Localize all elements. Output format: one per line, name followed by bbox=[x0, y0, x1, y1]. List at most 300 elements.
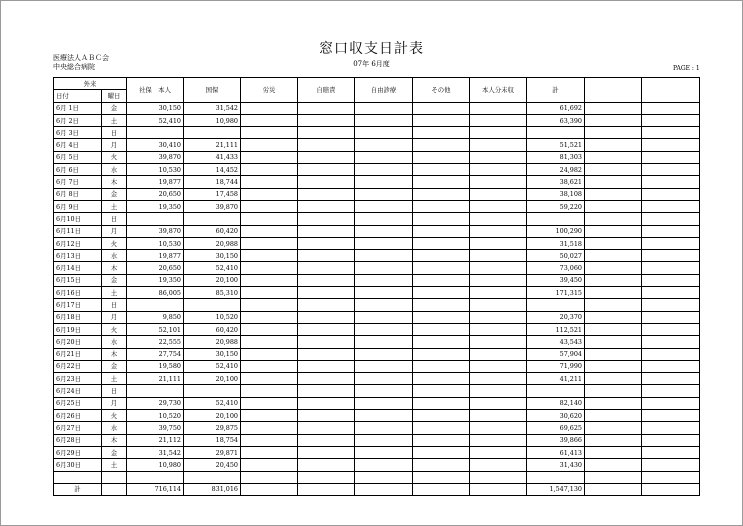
cell-blank-2 bbox=[642, 397, 700, 409]
cell-total: 73,060 bbox=[527, 262, 585, 274]
cell-jibaiseki bbox=[298, 139, 355, 151]
cell-blank-1 bbox=[585, 200, 642, 212]
cell-date: 6月 2日 bbox=[54, 114, 102, 126]
header-kokuho: 国保 bbox=[184, 78, 241, 103]
cell-miseishu bbox=[470, 360, 527, 372]
cell-kokuho: 21,111 bbox=[184, 139, 241, 151]
cell-weekday: 木 bbox=[102, 434, 127, 446]
cell-jibaiseki bbox=[298, 311, 355, 323]
cell-blank-2 bbox=[642, 410, 700, 422]
cell-total: 81,303 bbox=[527, 151, 585, 163]
table-row bbox=[54, 188, 700, 200]
cell-shaho: 86,005 bbox=[127, 287, 184, 299]
cell-jiyu bbox=[355, 114, 413, 126]
cell-miseishu bbox=[470, 385, 527, 397]
cell-jiyu bbox=[355, 348, 413, 360]
cell-blank-2 bbox=[642, 225, 700, 237]
cell-jibaiseki bbox=[298, 459, 355, 471]
header-blank-1 bbox=[585, 78, 642, 103]
cell-blank-1 bbox=[585, 299, 642, 311]
cell-blank-1 bbox=[585, 336, 642, 348]
cell-blank-1 bbox=[585, 385, 642, 397]
cell-shaho: 10,530 bbox=[127, 164, 184, 176]
table-row bbox=[54, 336, 700, 348]
cell-shaho: 39,870 bbox=[127, 225, 184, 237]
cell-jibaiseki bbox=[298, 410, 355, 422]
cell-shaho: 39,870 bbox=[127, 151, 184, 163]
cell-date: 6月10日 bbox=[54, 213, 102, 225]
cell-jiyu bbox=[355, 410, 413, 422]
cell-blank-1 bbox=[585, 434, 642, 446]
cell-rousai bbox=[241, 397, 298, 409]
cell-blank-2 bbox=[642, 360, 700, 372]
table-row bbox=[54, 410, 700, 422]
cell-blank-1 bbox=[585, 397, 642, 409]
cell-jiyu bbox=[355, 102, 413, 114]
cell-jiyu bbox=[355, 459, 413, 471]
cell-shaho: 52,410 bbox=[127, 114, 184, 126]
cell-miseishu bbox=[470, 410, 527, 422]
cell-shaho: 20,650 bbox=[127, 262, 184, 274]
cell-shaho bbox=[127, 299, 184, 311]
cell-kokuho: 29,871 bbox=[184, 446, 241, 458]
cell-miseishu bbox=[470, 164, 527, 176]
cell-jibaiseki bbox=[298, 385, 355, 397]
cell-blank-2 bbox=[642, 164, 700, 176]
cell-shaho: 10,980 bbox=[127, 459, 184, 471]
cell-rousai bbox=[241, 299, 298, 311]
cell-blank-1 bbox=[585, 127, 642, 139]
cell-blank-2 bbox=[642, 311, 700, 323]
cell-date: 6月20日 bbox=[54, 336, 102, 348]
cell-jiyu bbox=[355, 176, 413, 188]
table-row bbox=[54, 213, 700, 225]
table-row bbox=[54, 274, 700, 286]
cell-blank-2 bbox=[642, 446, 700, 458]
cell-shaho bbox=[127, 213, 184, 225]
table-row bbox=[54, 360, 700, 372]
cell-total bbox=[527, 127, 585, 139]
cell-jibaiseki bbox=[298, 114, 355, 126]
cell-sonota bbox=[413, 348, 470, 360]
org-name: 医療法人ＡＢＣ会 bbox=[53, 54, 109, 62]
hospital-name: 中央総合病院 bbox=[53, 63, 95, 71]
header-date: 日付 bbox=[54, 90, 102, 102]
cell-kokuho bbox=[184, 385, 241, 397]
cell-blank-2 bbox=[642, 348, 700, 360]
cell-miseishu bbox=[470, 102, 527, 114]
cell-weekday: 月 bbox=[102, 311, 127, 323]
cell-weekday: 金 bbox=[102, 188, 127, 200]
cell-blank-2 bbox=[642, 274, 700, 286]
cell-weekday: 火 bbox=[102, 151, 127, 163]
cell-blank-2 bbox=[642, 422, 700, 434]
cell-sonota bbox=[413, 360, 470, 372]
cell-shaho: 19,877 bbox=[127, 176, 184, 188]
cell-jibaiseki bbox=[298, 262, 355, 274]
cell-weekday: 月 bbox=[102, 139, 127, 151]
header-jiyu: 自由診療 bbox=[355, 78, 413, 103]
cell-weekday: 日 bbox=[102, 127, 127, 139]
cell-blank-2 bbox=[642, 237, 700, 249]
cell-jiyu bbox=[355, 299, 413, 311]
cell-jibaiseki bbox=[298, 102, 355, 114]
cell-date: 6月11日 bbox=[54, 225, 102, 237]
cell-blank-2 bbox=[642, 434, 700, 446]
cell-sonota bbox=[413, 323, 470, 335]
cell-rousai bbox=[241, 410, 298, 422]
cell-rousai bbox=[241, 188, 298, 200]
cell-shaho: 31,542 bbox=[127, 446, 184, 458]
table-row bbox=[54, 434, 700, 446]
cell-jibaiseki bbox=[298, 225, 355, 237]
cell-sonota bbox=[413, 262, 470, 274]
cell-jibaiseki bbox=[298, 336, 355, 348]
cell-total bbox=[527, 213, 585, 225]
table-row bbox=[54, 225, 700, 237]
cell-miseishu bbox=[470, 422, 527, 434]
cell-kokuho: 20,988 bbox=[184, 237, 241, 249]
cell-weekday: 水 bbox=[102, 336, 127, 348]
cell-jiyu bbox=[355, 188, 413, 200]
cell-blank-1 bbox=[585, 360, 642, 372]
cell-total: 63,390 bbox=[527, 114, 585, 126]
cell-rousai bbox=[241, 164, 298, 176]
cell-jibaiseki bbox=[298, 348, 355, 360]
cell-total bbox=[527, 299, 585, 311]
cell-kokuho: 17,458 bbox=[184, 188, 241, 200]
cell-miseishu bbox=[470, 188, 527, 200]
cell-kokuho: 85,310 bbox=[184, 287, 241, 299]
cell-weekday: 土 bbox=[102, 200, 127, 212]
cell-blank-2 bbox=[642, 385, 700, 397]
cell-miseishu bbox=[470, 459, 527, 471]
cell-sonota bbox=[413, 102, 470, 114]
cell-jiyu bbox=[355, 151, 413, 163]
cell-kokuho: 18,744 bbox=[184, 176, 241, 188]
cell-weekday: 水 bbox=[102, 422, 127, 434]
cell-jibaiseki bbox=[298, 176, 355, 188]
cell-miseishu bbox=[470, 373, 527, 385]
cell-blank-2 bbox=[642, 200, 700, 212]
cell-jiyu bbox=[355, 434, 413, 446]
cell-shaho: 19,350 bbox=[127, 200, 184, 212]
totals-kokuho: 831,016 bbox=[184, 483, 241, 495]
cell-blank-1 bbox=[585, 373, 642, 385]
cell-jiyu bbox=[355, 397, 413, 409]
cell-sonota bbox=[413, 336, 470, 348]
cell-jibaiseki bbox=[298, 237, 355, 249]
cell-sonota bbox=[413, 410, 470, 422]
cell-blank-2 bbox=[642, 287, 700, 299]
cell-blank-1 bbox=[585, 274, 642, 286]
cell-blank-1 bbox=[585, 151, 642, 163]
cell-rousai bbox=[241, 274, 298, 286]
cell-weekday: 日 bbox=[102, 213, 127, 225]
cell-miseishu bbox=[470, 311, 527, 323]
table-row bbox=[54, 299, 700, 311]
cell-weekday: 火 bbox=[102, 237, 127, 249]
cell-kokuho: 18,754 bbox=[184, 434, 241, 446]
cell-date: 6月 1日 bbox=[54, 102, 102, 114]
cell-kokuho: 60,420 bbox=[184, 323, 241, 335]
totals-row bbox=[54, 483, 700, 495]
cell-total: 100,290 bbox=[527, 225, 585, 237]
cell-kokuho bbox=[184, 299, 241, 311]
cell-total: 24,982 bbox=[527, 164, 585, 176]
cell-total: 43,543 bbox=[527, 336, 585, 348]
cell-miseishu bbox=[470, 446, 527, 458]
cell-jibaiseki bbox=[298, 151, 355, 163]
table-row bbox=[54, 397, 700, 409]
header-weekday: 曜日 bbox=[102, 90, 127, 102]
cell-total: 41,211 bbox=[527, 373, 585, 385]
cell-kokuho: 20,450 bbox=[184, 459, 241, 471]
cell-date: 6月19日 bbox=[54, 323, 102, 335]
cell-total: 20,370 bbox=[527, 311, 585, 323]
cell-blank-1 bbox=[585, 176, 642, 188]
cell-shaho: 30,410 bbox=[127, 139, 184, 151]
cell-date: 6月16日 bbox=[54, 287, 102, 299]
cell-jiyu bbox=[355, 274, 413, 286]
cell-total: 30,620 bbox=[527, 410, 585, 422]
cell-sonota bbox=[413, 237, 470, 249]
cell-total: 82,140 bbox=[527, 397, 585, 409]
cell-blank-2 bbox=[642, 323, 700, 335]
cell-date: 6月23日 bbox=[54, 373, 102, 385]
cell-date: 6月29日 bbox=[54, 446, 102, 458]
cell-weekday: 金 bbox=[102, 360, 127, 372]
cell-jiyu bbox=[355, 213, 413, 225]
cell-kokuho: 41,433 bbox=[184, 151, 241, 163]
table-footer bbox=[54, 471, 700, 496]
cell-shaho: 21,111 bbox=[127, 373, 184, 385]
cell-weekday: 木 bbox=[102, 262, 127, 274]
cell-sonota bbox=[413, 164, 470, 176]
cell-jibaiseki bbox=[298, 446, 355, 458]
cell-blank-1 bbox=[585, 287, 642, 299]
cell-sonota bbox=[413, 127, 470, 139]
table-header bbox=[54, 78, 700, 103]
cell-jiyu bbox=[355, 164, 413, 176]
cell-rousai bbox=[241, 225, 298, 237]
cell-kokuho: 31,542 bbox=[184, 102, 241, 114]
cell-kokuho: 39,870 bbox=[184, 200, 241, 212]
cell-kokuho: 10,980 bbox=[184, 114, 241, 126]
cell-shaho bbox=[127, 127, 184, 139]
cell-sonota bbox=[413, 151, 470, 163]
cell-total: 31,518 bbox=[527, 237, 585, 249]
cell-date: 6月18日 bbox=[54, 311, 102, 323]
cell-blank-1 bbox=[585, 237, 642, 249]
table-row bbox=[54, 164, 700, 176]
cell-blank-2 bbox=[642, 127, 700, 139]
cell-total: 69,625 bbox=[527, 422, 585, 434]
cell-weekday: 日 bbox=[102, 385, 127, 397]
cell-weekday: 金 bbox=[102, 446, 127, 458]
cell-weekday: 土 bbox=[102, 287, 127, 299]
cell-blank-2 bbox=[642, 373, 700, 385]
cell-miseishu bbox=[470, 348, 527, 360]
totals-shaho: 716,114 bbox=[127, 483, 184, 495]
cell-miseishu bbox=[470, 213, 527, 225]
cell-blank-1 bbox=[585, 250, 642, 262]
cell-date: 6月28日 bbox=[54, 434, 102, 446]
cell-date: 6月17日 bbox=[54, 299, 102, 311]
cell-kokuho: 30,150 bbox=[184, 348, 241, 360]
cell-blank-1 bbox=[585, 323, 642, 335]
cell-jiyu bbox=[355, 422, 413, 434]
cell-jibaiseki bbox=[298, 250, 355, 262]
table-row bbox=[54, 237, 700, 249]
cell-shaho: 27,754 bbox=[127, 348, 184, 360]
cell-shaho bbox=[127, 385, 184, 397]
cell-kokuho bbox=[184, 213, 241, 225]
table-row bbox=[54, 348, 700, 360]
cell-blank-2 bbox=[642, 114, 700, 126]
cell-date: 6月 3日 bbox=[54, 127, 102, 139]
cell-sonota bbox=[413, 385, 470, 397]
cell-jiyu bbox=[355, 287, 413, 299]
cell-date: 6月25日 bbox=[54, 397, 102, 409]
cell-miseishu bbox=[470, 127, 527, 139]
cell-miseishu bbox=[470, 225, 527, 237]
cell-weekday: 金 bbox=[102, 102, 127, 114]
cell-total: 50,027 bbox=[527, 250, 585, 262]
cell-date: 6月14日 bbox=[54, 262, 102, 274]
cell-date: 6月 6日 bbox=[54, 164, 102, 176]
cell-sonota bbox=[413, 311, 470, 323]
cell-rousai bbox=[241, 336, 298, 348]
cell-sonota bbox=[413, 446, 470, 458]
cell-jibaiseki bbox=[298, 287, 355, 299]
cell-miseishu bbox=[470, 299, 527, 311]
cell-blank-1 bbox=[585, 188, 642, 200]
cell-rousai bbox=[241, 102, 298, 114]
cell-date: 6月27日 bbox=[54, 422, 102, 434]
cell-jiyu bbox=[355, 139, 413, 151]
totals-total: 1,547,130 bbox=[527, 483, 585, 495]
header-rousai: 労災 bbox=[241, 78, 298, 103]
cell-weekday: 木 bbox=[102, 176, 127, 188]
cell-weekday: 火 bbox=[102, 323, 127, 335]
cell-total bbox=[527, 385, 585, 397]
table-row bbox=[54, 422, 700, 434]
cell-miseishu bbox=[470, 434, 527, 446]
header-gairai: 外来 bbox=[54, 78, 127, 90]
cell-kokuho: 52,410 bbox=[184, 360, 241, 372]
cell-miseishu bbox=[470, 114, 527, 126]
cell-weekday: 月 bbox=[102, 225, 127, 237]
cell-jibaiseki bbox=[298, 434, 355, 446]
cell-rousai bbox=[241, 446, 298, 458]
cell-total: 38,108 bbox=[527, 188, 585, 200]
cell-rousai bbox=[241, 323, 298, 335]
cell-shaho: 19,350 bbox=[127, 274, 184, 286]
ledger-table bbox=[53, 77, 700, 496]
cell-kokuho: 20,988 bbox=[184, 336, 241, 348]
cell-blank-2 bbox=[642, 139, 700, 151]
cell-weekday: 日 bbox=[102, 299, 127, 311]
header-shaho: 社保 本人 bbox=[127, 78, 184, 103]
table-row bbox=[54, 446, 700, 458]
cell-shaho: 19,877 bbox=[127, 250, 184, 262]
cell-total: 171,315 bbox=[527, 287, 585, 299]
cell-blank-2 bbox=[642, 336, 700, 348]
table-row bbox=[54, 385, 700, 397]
cell-kokuho bbox=[184, 127, 241, 139]
cell-rousai bbox=[241, 287, 298, 299]
cell-sonota bbox=[413, 114, 470, 126]
cell-blank-2 bbox=[642, 250, 700, 262]
cell-rousai bbox=[241, 176, 298, 188]
cell-rousai bbox=[241, 373, 298, 385]
cell-blank-1 bbox=[585, 422, 642, 434]
cell-blank-2 bbox=[642, 151, 700, 163]
table-row bbox=[54, 114, 700, 126]
cell-jibaiseki bbox=[298, 274, 355, 286]
cell-blank-1 bbox=[585, 410, 642, 422]
organization bbox=[53, 54, 109, 72]
cell-rousai bbox=[241, 422, 298, 434]
cell-blank-1 bbox=[585, 348, 642, 360]
table-row bbox=[54, 139, 700, 151]
table-row bbox=[54, 459, 700, 471]
spacer-row bbox=[54, 471, 700, 483]
cell-total: 61,413 bbox=[527, 446, 585, 458]
cell-blank-1 bbox=[585, 459, 642, 471]
cell-sonota bbox=[413, 422, 470, 434]
cell-date: 6月21日 bbox=[54, 348, 102, 360]
cell-total: 71,990 bbox=[527, 360, 585, 372]
cell-rousai bbox=[241, 262, 298, 274]
cell-total: 112,521 bbox=[527, 323, 585, 335]
cell-weekday: 金 bbox=[102, 274, 127, 286]
cell-miseishu bbox=[470, 262, 527, 274]
header-sonota: その他 bbox=[413, 78, 470, 103]
cell-jibaiseki bbox=[298, 323, 355, 335]
table-row bbox=[54, 127, 700, 139]
cell-sonota bbox=[413, 459, 470, 471]
table-row bbox=[54, 311, 700, 323]
table-row bbox=[54, 250, 700, 262]
table-row bbox=[54, 323, 700, 335]
cell-date: 6月22日 bbox=[54, 360, 102, 372]
cell-shaho: 52,101 bbox=[127, 323, 184, 335]
cell-rousai bbox=[241, 434, 298, 446]
cell-jiyu bbox=[355, 237, 413, 249]
cell-miseishu bbox=[470, 397, 527, 409]
table-row bbox=[54, 102, 700, 114]
table-row bbox=[54, 373, 700, 385]
cell-blank-2 bbox=[642, 262, 700, 274]
table-row bbox=[54, 176, 700, 188]
cell-miseishu bbox=[470, 274, 527, 286]
cell-shaho: 20,650 bbox=[127, 188, 184, 200]
cell-kokuho: 20,100 bbox=[184, 373, 241, 385]
cell-miseishu bbox=[470, 139, 527, 151]
cell-miseishu bbox=[470, 151, 527, 163]
cell-weekday: 土 bbox=[102, 114, 127, 126]
cell-jibaiseki bbox=[298, 360, 355, 372]
cell-sonota bbox=[413, 200, 470, 212]
cell-blank-1 bbox=[585, 213, 642, 225]
cell-blank-1 bbox=[585, 164, 642, 176]
cell-jiyu bbox=[355, 373, 413, 385]
cell-blank-2 bbox=[642, 102, 700, 114]
cell-shaho: 9,850 bbox=[127, 311, 184, 323]
cell-weekday: 木 bbox=[102, 348, 127, 360]
